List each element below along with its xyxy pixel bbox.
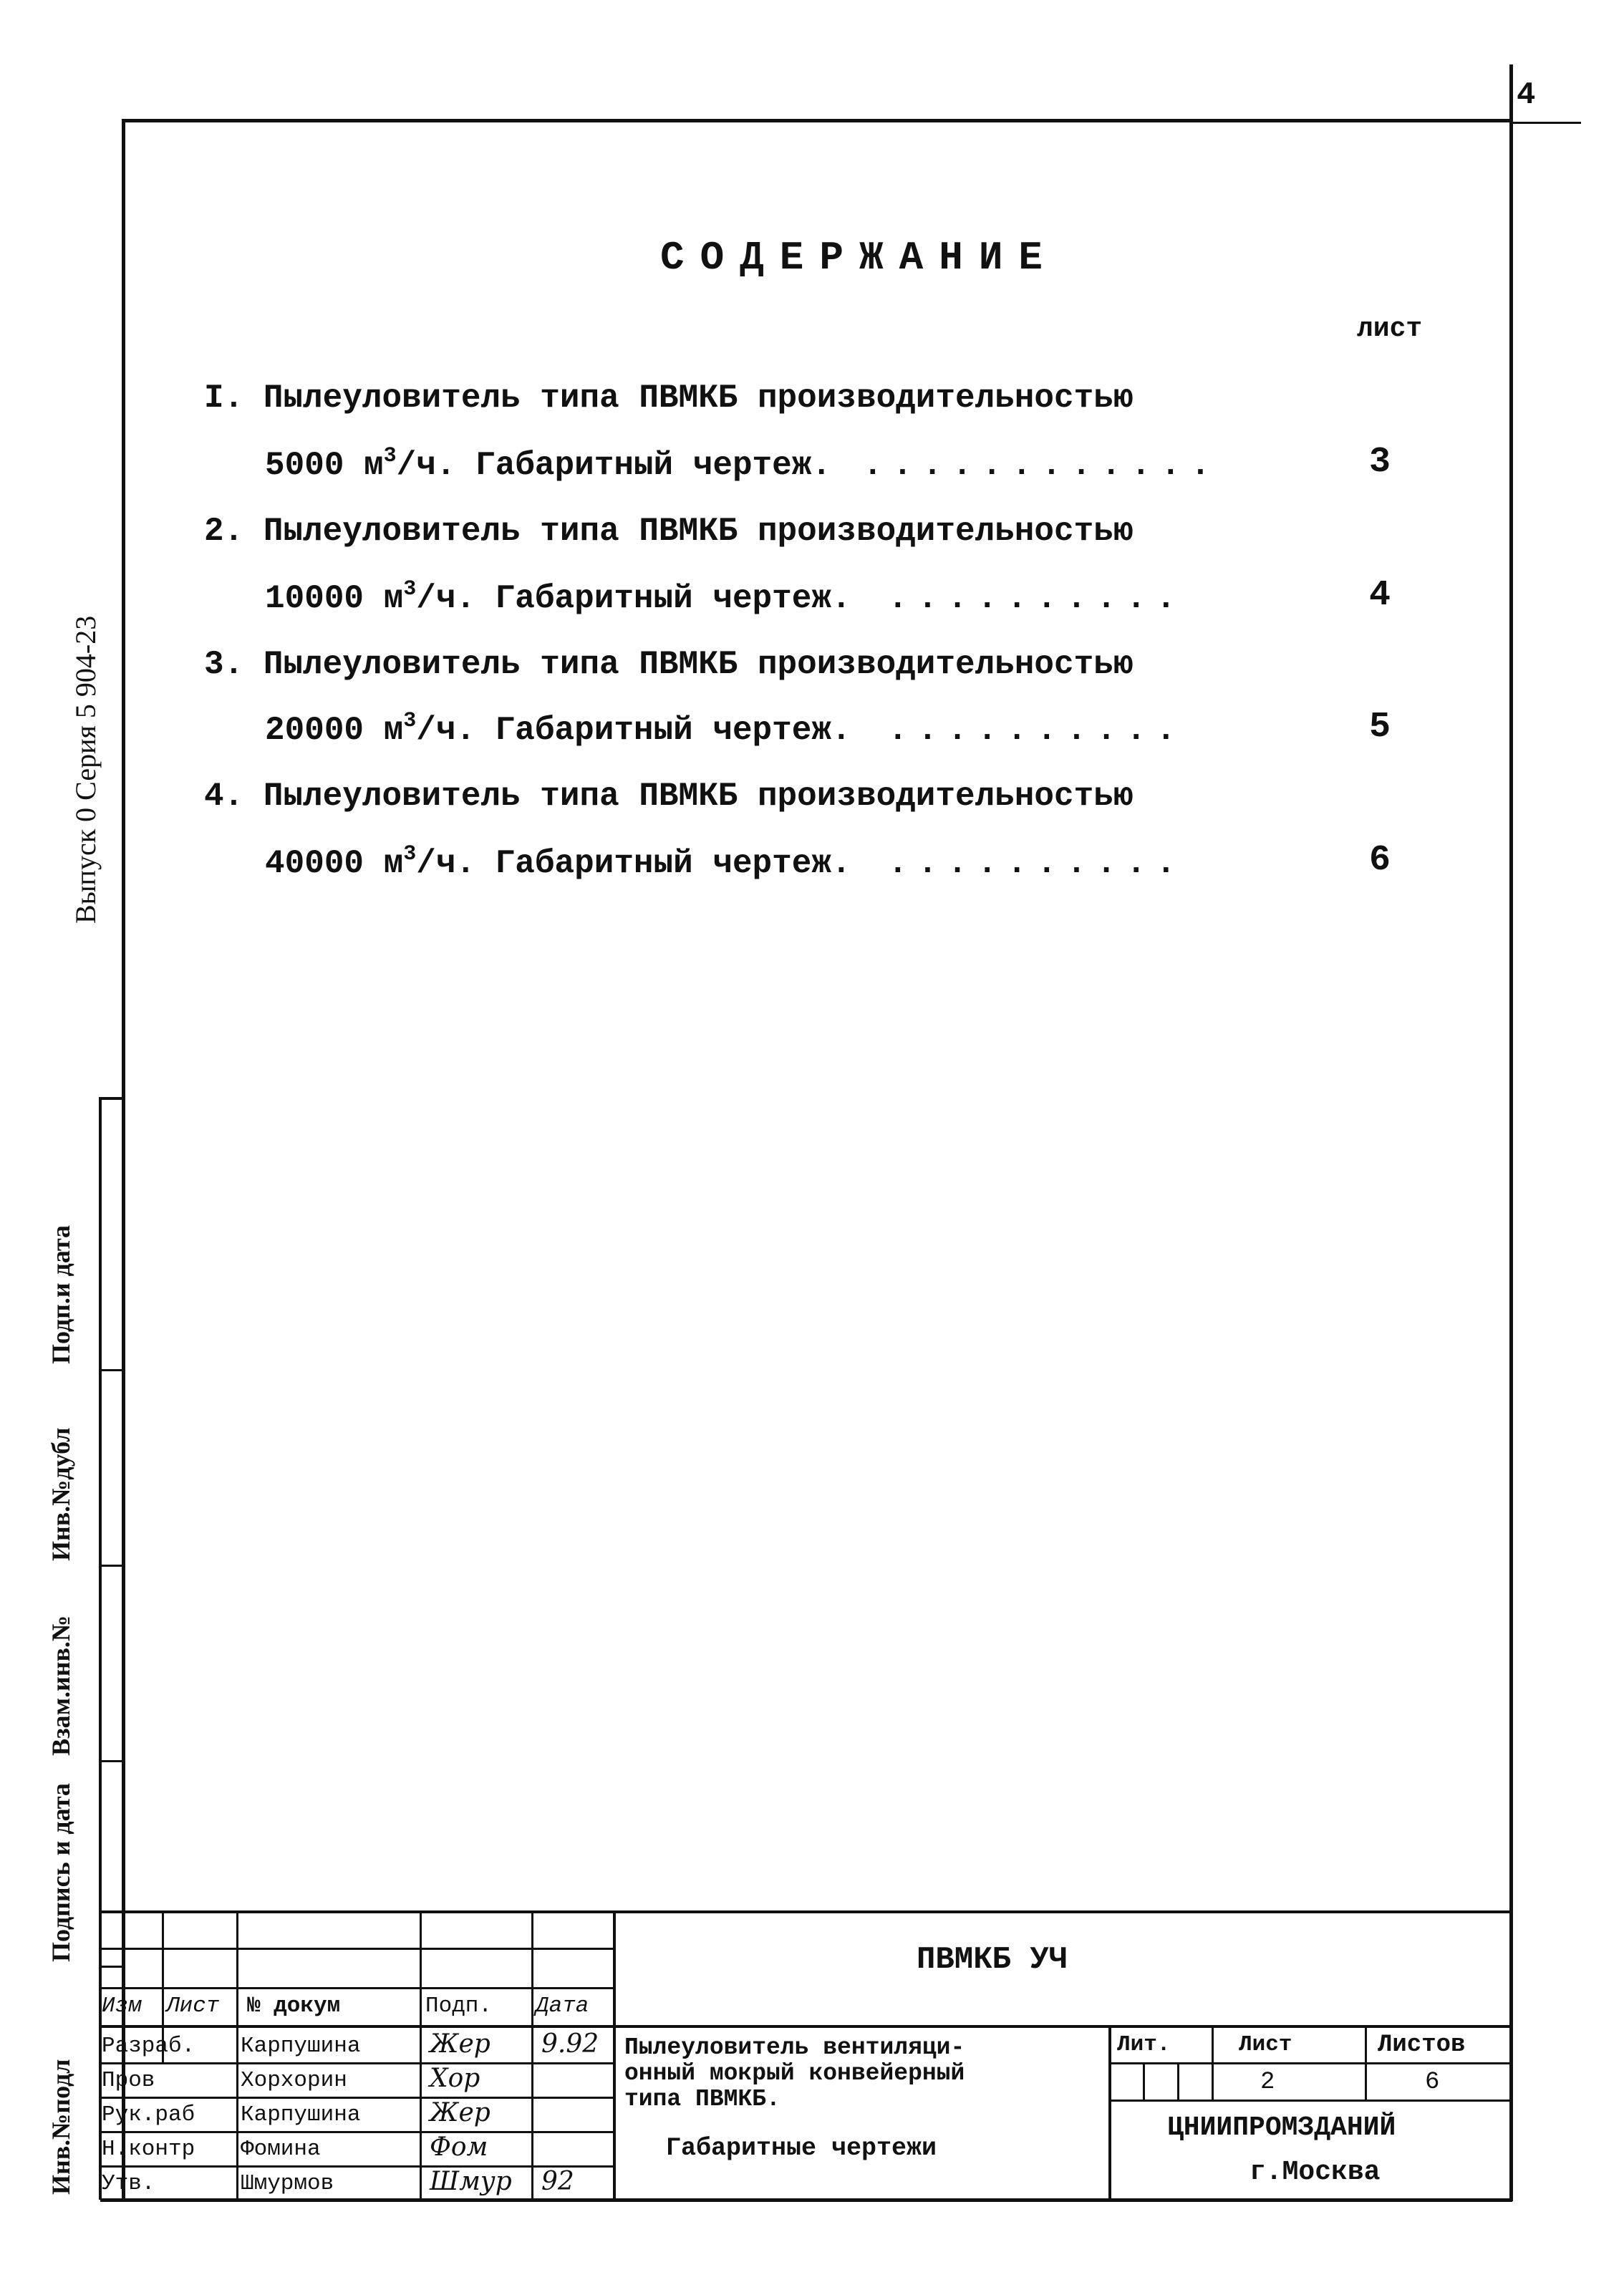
toc-item-2-sheet: 4 bbox=[1369, 575, 1391, 616]
stamp-row-4-name: Фомина bbox=[241, 2137, 321, 2162]
toc-item-2-desc: Габаритный чертеж. bbox=[495, 580, 851, 617]
page-title: СОДЕРЖАНИЕ bbox=[659, 235, 1059, 281]
stamp-lit-box-1 bbox=[1143, 2062, 1145, 2101]
stamp-left-row-2 bbox=[100, 1987, 614, 1989]
stamp-hdr-izm: Изм bbox=[102, 1994, 142, 2019]
side-vzam-inv: Взам.инв.№ bbox=[47, 1615, 75, 1756]
toc-item-1-sheet: 3 bbox=[1369, 442, 1391, 483]
toc-item-1-leader: ............ bbox=[863, 447, 1221, 484]
stamp-row-1-date: 9.92 bbox=[541, 2029, 599, 2059]
toc-item-4-capacity: 40000 bbox=[265, 845, 364, 882]
stamp-hdr-data: Дата bbox=[536, 1994, 589, 2019]
toc-item-2-capacity: 10000 bbox=[265, 580, 364, 617]
toc-item-1-unit-tail: /ч. bbox=[396, 447, 456, 484]
stamp-desc-line4: Габаритные чертежи bbox=[666, 2134, 937, 2163]
stamp-row-5-role: Утв. bbox=[102, 2171, 155, 2196]
toc-item-4-title: Пылеуловитель типа ПВМКБ производительностью bbox=[263, 778, 1134, 815]
toc-item-4-unit-tail: /ч. bbox=[416, 845, 476, 882]
toc-item-1-line2 bbox=[265, 444, 831, 487]
stamp-row-5-signature: Шмур bbox=[430, 2167, 512, 2196]
stamp-sheets-value: 6 bbox=[1425, 2069, 1440, 2096]
toc-item-4-line2 bbox=[265, 842, 851, 885]
toc-item-3-unit-exp: 3 bbox=[403, 709, 417, 733]
stamp-right-row-1 bbox=[1108, 2062, 1512, 2064]
toc-item-1-unit-exp: 3 bbox=[383, 444, 397, 468]
side-box-div-1 bbox=[99, 1369, 125, 1371]
toc-item-4-unit-exp: 3 bbox=[403, 842, 417, 866]
toc-item-4-leader: .......... bbox=[888, 845, 1186, 882]
toc-item-1-unit: м bbox=[364, 447, 384, 484]
frame-bottom-line bbox=[100, 2198, 1512, 2202]
toc-item-1-title: Пылеуловитель типа ПВМКБ производительностью bbox=[263, 380, 1134, 417]
stamp-row-3-signature: Жер bbox=[430, 2098, 490, 2127]
stamp-right-row-2 bbox=[1108, 2100, 1512, 2102]
stamp-left-row-3 bbox=[100, 2025, 1512, 2028]
stamp-row-2-role: Пров bbox=[102, 2068, 155, 2093]
stamp-left-row-4 bbox=[100, 2062, 614, 2064]
stamp-col-6 bbox=[1108, 2025, 1111, 2201]
toc-item-3-desc: Габаритный чертеж. bbox=[495, 712, 851, 749]
toc-item-4-number: 4. bbox=[204, 778, 244, 815]
toc-item-3-line1 bbox=[204, 643, 1133, 686]
stamp-left-row-1 bbox=[100, 1948, 614, 1950]
toc-item-2-title: Пылеуловитель типа ПВМКБ производительностью bbox=[263, 513, 1134, 550]
page-number: 4 bbox=[1517, 77, 1536, 113]
toc-item-1-capacity: 5000 bbox=[265, 447, 344, 484]
frame-top-extension bbox=[1509, 122, 1581, 124]
stamp-col-4 bbox=[531, 1910, 533, 2201]
side-box-div-2 bbox=[99, 1565, 125, 1567]
stamp-row-5-date: 92 bbox=[541, 2167, 574, 2196]
stamp-col-5 bbox=[613, 1910, 616, 2201]
toc-item-4-desc: Габаритный чертеж. bbox=[495, 845, 851, 882]
toc-item-3-unit-tail: /ч. bbox=[416, 712, 476, 749]
stamp-left-row-6 bbox=[100, 2131, 614, 2133]
toc-item-1-desc: Габаритный чертеж. bbox=[475, 447, 831, 484]
stamp-sheet-value: 2 bbox=[1260, 2069, 1275, 2096]
toc-item-2-unit-tail: /ч. bbox=[416, 580, 476, 617]
toc-item-1-number: I. bbox=[204, 380, 244, 417]
stamp-lit-box-3 bbox=[1212, 2025, 1214, 2101]
side-series-label: Выпуск 0 Серия 5 904-23 bbox=[69, 615, 102, 924]
toc-item-2-leader: .......... bbox=[888, 580, 1186, 617]
side-inv-dubl: Инв.№дубл bbox=[47, 1427, 75, 1561]
stamp-drawing-code: ПВМКБ УЧ bbox=[917, 1942, 1068, 1978]
frame-right-line bbox=[1509, 64, 1513, 2201]
stamp-lit-box-2 bbox=[1177, 2062, 1179, 2101]
stamp-desc-line2: онный мокрый конвейерный bbox=[624, 2060, 965, 2087]
side-podp-data-top: Подп.и дата bbox=[47, 1224, 75, 1364]
stamp-organization: ЦНИИПРОМЗДАНИЙ bbox=[1167, 2112, 1396, 2143]
toc-item-2-number: 2. bbox=[204, 513, 244, 550]
stamp-row-2-name: Хорхорин bbox=[241, 2068, 347, 2093]
toc-item-3-number: 3. bbox=[204, 646, 244, 683]
stamp-desc-line3: типа ПВМКБ. bbox=[624, 2086, 780, 2112]
toc-item-2-line1 bbox=[204, 510, 1133, 553]
stamp-city: г.Москва bbox=[1250, 2157, 1381, 2188]
stamp-row-1-role: Разраб. bbox=[102, 2034, 195, 2059]
toc-item-3-leader: .......... bbox=[888, 712, 1186, 749]
toc-item-3-unit: м bbox=[383, 712, 404, 749]
sheet-column-header: лист bbox=[1357, 314, 1423, 344]
stamp-row-3-name: Карпушина bbox=[241, 2102, 361, 2127]
stamp-sheets-divider bbox=[1365, 2025, 1367, 2101]
stamp-col-2 bbox=[236, 1910, 238, 2201]
toc-item-2-line2 bbox=[265, 577, 851, 620]
stamp-hdr-podp: Подп. bbox=[425, 1994, 493, 2019]
toc-item-3-sheet: 5 bbox=[1369, 707, 1391, 748]
toc-item-3-line2 bbox=[265, 709, 851, 752]
stamp-sheet-label: Лист bbox=[1239, 2032, 1292, 2057]
stamp-left-row-7 bbox=[100, 2165, 614, 2168]
stamp-col-3 bbox=[420, 1910, 422, 2201]
stamp-hdr-dokum: № докум bbox=[247, 1994, 341, 2019]
stamp-row-2-signature: Хор bbox=[430, 2064, 480, 2093]
side-inv-podl: Инв.№подл bbox=[47, 2059, 75, 2195]
toc-item-4-unit: м bbox=[383, 845, 404, 882]
stamp-desc-line1: Пылеуловитель вентиляци- bbox=[624, 2034, 965, 2061]
stamp-lit-label: Лит. bbox=[1117, 2032, 1171, 2057]
toc-item-4-line1 bbox=[204, 775, 1133, 818]
stamp-hdr-list: Лист bbox=[166, 1994, 220, 2019]
side-box-top-line bbox=[99, 1097, 125, 1100]
stamp-row-4-signature: Фом bbox=[430, 2132, 488, 2162]
side-box-div-3 bbox=[99, 1760, 125, 1762]
stamp-left-row-5 bbox=[100, 2097, 614, 2099]
side-box-div-4 bbox=[99, 1966, 125, 1968]
stamp-row-5-name: Шмурмов bbox=[241, 2171, 334, 2196]
frame-left-line bbox=[122, 119, 125, 2201]
toc-item-2-unit: м bbox=[383, 580, 404, 617]
stamp-row-1-signature: Жер bbox=[430, 2029, 490, 2059]
stamp-row-3-role: Рук.раб bbox=[102, 2102, 195, 2127]
toc-item-3-capacity: 20000 bbox=[265, 712, 364, 749]
stamp-sheets-label: Листов bbox=[1378, 2031, 1466, 2059]
toc-item-1-line1 bbox=[204, 377, 1133, 420]
stamp-top-line bbox=[100, 1910, 1512, 1913]
frame-top-line bbox=[123, 119, 1512, 122]
stamp-row-4-role: Н.контр bbox=[102, 2137, 195, 2162]
stamp-row-1-name: Карпушина bbox=[241, 2034, 361, 2059]
side-podpis-i-data: Подпись и дата bbox=[47, 1783, 75, 1962]
toc-item-2-unit-exp: 3 bbox=[403, 577, 417, 601]
toc-item-3-title: Пылеуловитель типа ПВМКБ производительностью bbox=[263, 646, 1134, 683]
toc-item-4-sheet: 6 bbox=[1369, 840, 1391, 881]
